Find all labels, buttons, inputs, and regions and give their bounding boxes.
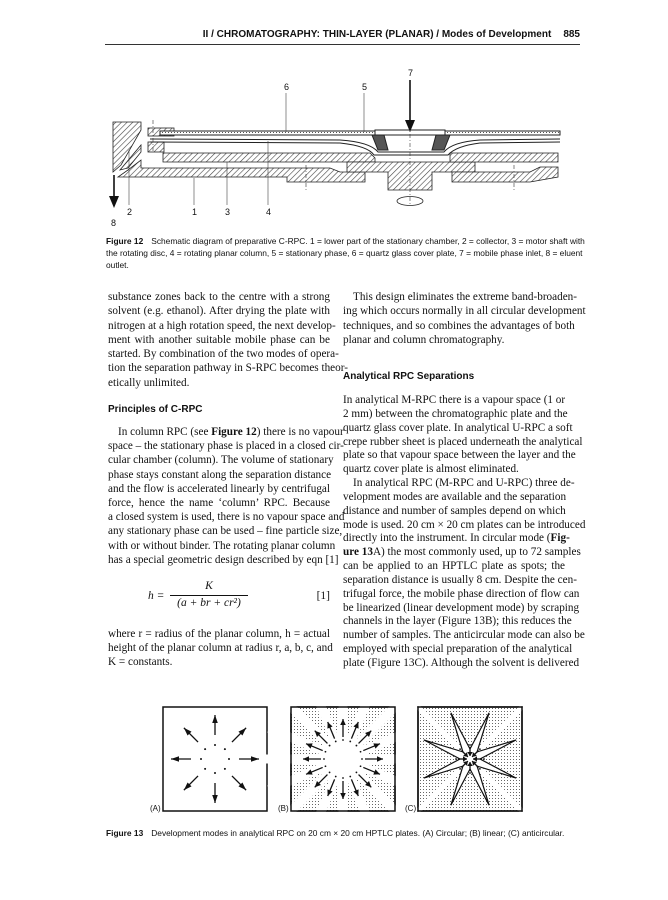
figure-13-caption	[106, 827, 586, 839]
sample-spot	[342, 739, 344, 741]
text-line: In analytical M-RPC there is a vapour space (1 or	[343, 394, 566, 406]
sample-spot	[479, 748, 481, 750]
text-line: and the flow is accelerated linearly by centrifugal	[108, 482, 330, 495]
caption-line: the rotating disc, 4 = rotating planar column, 5 = stationary phase, 6 = quartz glass cover plate, 7 = mobile phase inlet, 8 = eluent	[106, 248, 583, 258]
sample-spot	[342, 777, 344, 779]
text-line: plate so that vapour space between the layer and the	[343, 449, 576, 462]
sample-spot	[360, 751, 362, 753]
running-title: II / CHROMATOGRAPHY: THIN-LAYER (PLANAR) / Modes of Development	[202, 29, 552, 40]
sample-spot	[335, 776, 337, 778]
text-line: This design eliminates the extreme band-broaden-	[353, 291, 577, 303]
text-line: techniques, and so combines the advantages of both	[343, 319, 575, 332]
text-line: number of samples. The anticircular mode can also be	[343, 629, 585, 642]
caption-label: Figure 13	[106, 828, 144, 838]
caption-line: outlet.	[106, 260, 129, 270]
text-line: quartz glass cover plate. In analytical U-RPC a soft	[343, 421, 573, 434]
text-line: separation distance is usually 8 cm. Despite the cen-	[343, 573, 577, 586]
text-line: with or without binder. The rotating planar column	[108, 539, 336, 552]
text-line: started. By combination of the two modes of opera-	[108, 348, 339, 361]
text-line: phase stays constant along the separation distance	[108, 468, 332, 481]
label-3: 3	[225, 207, 231, 217]
caption-label: Figure 12	[106, 236, 144, 246]
text-line: In column RPC (see Figure 12) there is no vapour	[118, 426, 344, 438]
sample-spot	[204, 748, 206, 750]
sample-spot	[361, 758, 363, 760]
text-line: K = constants.	[108, 656, 173, 669]
label-5: 5	[362, 82, 368, 92]
equation-lhs: h =	[148, 590, 165, 602]
text-line: directly into the instrument. In circular mode (Fig-	[343, 532, 570, 545]
text-line: substance zones back to the centre with a strong	[108, 291, 330, 303]
sample-spot	[360, 765, 362, 767]
sample-spot	[214, 744, 216, 746]
text-line: velopment modes are available and the separation	[343, 490, 567, 503]
text-line: force, hence the name ‘column’ RPC. Because	[108, 497, 330, 510]
sample-spot	[325, 765, 327, 767]
label-4: 4	[266, 207, 272, 217]
label-6: 6	[284, 82, 290, 92]
section-heading-principles: Principles of C-RPC	[108, 404, 203, 415]
caption-line: Schematic diagram of preparative C-RPC. 1 = lower part of the stationary chamber, 2 = collector, 3 = motor shaft with	[151, 236, 585, 246]
text-line: nitrogen at a high rotation speed, the next develop-	[108, 319, 336, 332]
text-line: employed with special preparation of the analytical	[343, 643, 573, 656]
text-line: any stationary phase can be used – fine particle size,	[108, 525, 343, 538]
text-line: a closed system is used, there is no vapour space and	[108, 511, 345, 524]
text-line: etically unlimited.	[108, 376, 190, 389]
page-number: 885	[563, 29, 580, 40]
sample-spot	[228, 758, 230, 760]
text-line: planar and column chromatography.	[343, 333, 505, 346]
label-8: 8	[111, 218, 117, 228]
sample-spot	[214, 772, 216, 774]
sample-spot	[329, 745, 331, 747]
sample-spot	[459, 748, 461, 750]
text-line: has a special geometric design described by eqn [1]	[108, 553, 339, 566]
caption-text: Development modes in analytical RPC on 20 cm × 20 cm HPTLC plates. (A) Circular; (B) linear; (C) anticircular.	[151, 828, 565, 838]
text-line: channels in the layer (Figure 13B); this reduces the	[343, 615, 572, 628]
sample-spot	[469, 772, 471, 774]
figure-13-panel-c	[405, 707, 522, 813]
label-7: 7	[408, 68, 414, 78]
sample-spot	[469, 744, 471, 746]
section-heading-analytical: Analytical RPC Separations	[343, 371, 475, 382]
sample-spot	[325, 751, 327, 753]
text-line: ing which occurs normally in all circular development	[343, 305, 586, 318]
text-line: mode is used. 20 cm × 20 cm plates can be introduced	[343, 518, 586, 531]
text-line: ment with another suitable mobile phase can be	[108, 333, 330, 346]
text-line: can be applied to an HPTLC plate as spots; the	[343, 560, 565, 573]
sample-spot	[224, 748, 226, 750]
sample-spot	[479, 768, 481, 770]
sample-spot	[349, 776, 351, 778]
text-line: height of the planar column at radius r, a, b, c, and	[108, 642, 333, 655]
text-line: crepe rubber sheet is placed underneath the analytical	[343, 435, 583, 448]
text-line: solvent (e.g. ethanol). After drying the plate with	[108, 305, 330, 318]
text-line: plate (Figure 13C). Although the solvent is delivered	[343, 656, 580, 669]
label-1: 1	[192, 207, 198, 217]
text-line: tion the separation pathway in S-RPC becomes theor-	[108, 362, 348, 375]
text-line: where r = radius of the planar column, h = actual	[108, 628, 330, 640]
sample-spot	[356, 745, 358, 747]
figure-13-panel-b	[263, 679, 423, 839]
panel-label: (A)	[150, 804, 161, 813]
center-zone	[325, 741, 361, 777]
equation-denominator: (a + br + cr²)	[177, 597, 241, 609]
equation-numerator: K	[205, 580, 213, 592]
label-2: 2	[127, 207, 133, 217]
sample-spot	[335, 741, 337, 743]
sample-spot	[329, 772, 331, 774]
sample-spot	[483, 758, 485, 760]
sample-spot	[224, 768, 226, 770]
panel-label: (C)	[405, 804, 417, 813]
sample-spot	[200, 758, 202, 760]
text-line: cular chamber (column). The volume of stationary	[108, 454, 334, 467]
text-line: space – the stationary phase is placed in a closed cir-	[108, 440, 344, 453]
sample-spot	[323, 758, 325, 760]
equation-number: [1]	[316, 590, 330, 602]
sample-spot	[349, 741, 351, 743]
text-line: be linearized (linear development mode) by scraping	[343, 601, 580, 614]
sample-spot	[204, 768, 206, 770]
sample-spot	[455, 758, 457, 760]
text-line: ure 13A) the most commonly used, up to 72 samples	[343, 546, 581, 559]
text-line: distance and number of samples depend on which	[343, 504, 566, 517]
sample-spot	[356, 772, 358, 774]
figure-13-panel-a	[150, 707, 267, 813]
text-line: quartz cover plate is almost eliminated.	[343, 463, 519, 476]
text-line: 2 mm) between the chromatographic plate and the	[343, 407, 568, 420]
text-line: In analytical RPC (M-RPC and U-RPC) three de-	[353, 477, 575, 489]
text-line: trifugal force, the mobile phase direction of flow can	[343, 587, 580, 600]
sample-spot	[459, 768, 461, 770]
panel-label: (B)	[278, 804, 289, 813]
